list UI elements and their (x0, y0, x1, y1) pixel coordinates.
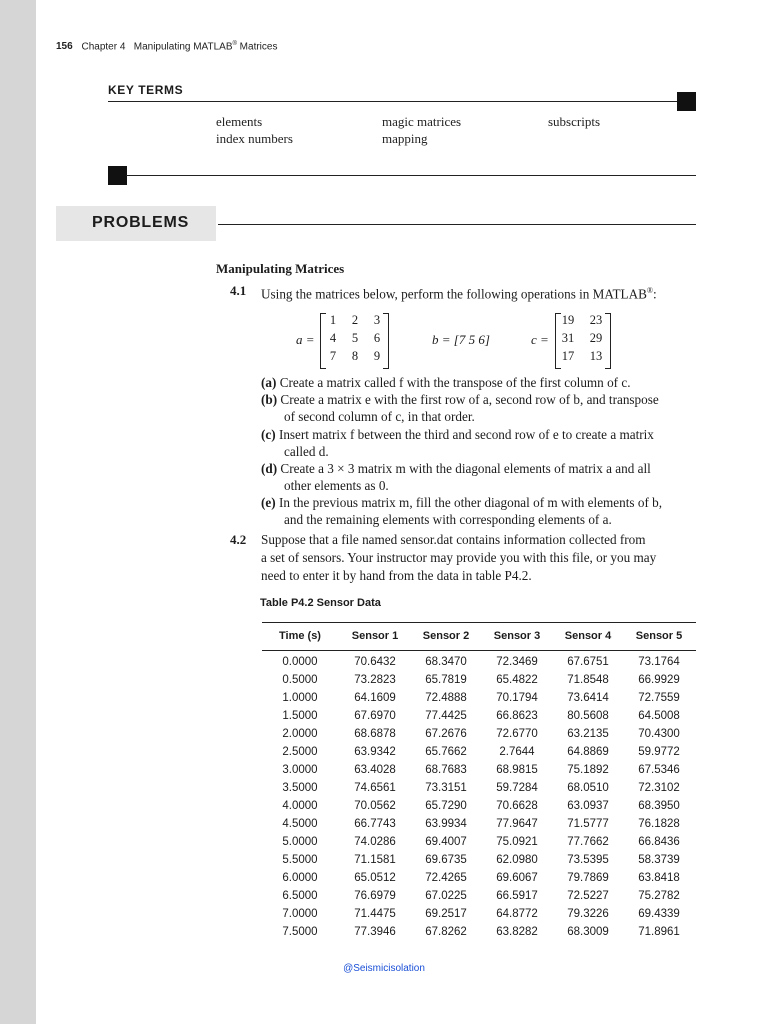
key-terms-column-1 (216, 113, 293, 147)
table-cell: 75.1892 (567, 764, 609, 776)
column-header: Sensor 2 (422, 630, 470, 642)
table-cell: 69.6735 (425, 854, 467, 866)
matrix-cell: 1 (329, 313, 337, 327)
table-cell: 63.9934 (425, 818, 467, 830)
table-cell: 58.3739 (638, 854, 680, 866)
table-cell: 5.5000 (282, 854, 318, 866)
table-cell: 71.5777 (567, 818, 609, 830)
subpart-e (261, 494, 662, 528)
table-cell: 72.4265 (425, 872, 467, 884)
key-terms-top-square (677, 92, 696, 111)
matrix-cell: 3 (373, 313, 381, 327)
problems-rule (218, 224, 696, 225)
table-cell: 75.0921 (496, 836, 538, 848)
table-cell: 63.4028 (354, 764, 396, 776)
table-cell: 68.3009 (567, 926, 609, 938)
section-title: Manipulating Matrices (216, 261, 345, 276)
registered-mark: ® (232, 41, 237, 47)
problem-number: 4.1 (230, 283, 247, 298)
table-cell: 65.0512 (354, 872, 396, 884)
table-cell: 2.5000 (282, 746, 318, 758)
table-cell: 74.6561 (354, 782, 396, 794)
table-cell: 70.4300 (638, 728, 680, 740)
matrix-cell: 17 (561, 349, 575, 363)
table-cell: 5.0000 (282, 836, 318, 848)
problem-4-2-line: need to enter it by hand from the data in table P4.2. (261, 568, 532, 583)
registered-mark: ® (646, 286, 653, 295)
table-cell: 68.7683 (425, 764, 467, 776)
table-cell: 69.4007 (425, 836, 467, 848)
matrix-cell: 29 (589, 331, 603, 345)
table-cell: 1.0000 (282, 692, 318, 704)
matrix-a-label (296, 331, 315, 349)
table-cell: 66.5917 (496, 890, 538, 902)
matrix-cell: 4 (329, 331, 337, 345)
problem-4-2-line: Suppose that a file named sensor.dat contains information collected from (261, 532, 646, 547)
subpart-tag: (b) (261, 392, 278, 407)
subpart-text-cont: other elements as 0. (284, 478, 389, 493)
matrix-cell: 13 (589, 349, 603, 363)
table-cell: 66.8436 (638, 836, 680, 848)
table-cell: 77.7662 (567, 836, 609, 848)
watermark: @Seismicisolation (343, 963, 425, 974)
subpart-tag: (e) (261, 495, 276, 510)
chapter-label: Chapter 4 (81, 41, 126, 53)
table-cell: 80.5608 (567, 710, 609, 722)
table-cell: 67.6970 (354, 710, 396, 722)
table-cell: 63.0937 (567, 800, 609, 812)
table-cell: 69.4339 (638, 908, 680, 920)
table-cell: 63.8418 (638, 872, 680, 884)
table-cell: 6.5000 (282, 890, 318, 902)
table-cell: 0.0000 (282, 656, 318, 668)
table-cell: 67.5346 (638, 764, 680, 776)
table-cell: 0.5000 (282, 674, 318, 686)
table-cell: 59.9772 (638, 746, 680, 758)
table-cell: 64.8772 (496, 908, 538, 920)
table-cell: 77.3946 (354, 926, 396, 938)
table-cell: 63.8282 (496, 926, 538, 938)
table-cell: 69.6067 (496, 872, 538, 884)
table-cell: 65.7290 (425, 800, 467, 812)
subpart-text: Create a matrix called f with the transpose of the first column of c. (279, 375, 631, 390)
table-cell: 70.1794 (496, 692, 538, 704)
table-cell: 73.6414 (567, 692, 609, 704)
table-cell: 68.6878 (354, 728, 396, 740)
table-cell: 72.7559 (638, 692, 680, 704)
key-terms-bottom-square (108, 166, 127, 185)
matrix-cell: 2 (351, 313, 359, 327)
matrix-label: b = [7 5 6] (432, 332, 490, 347)
table-cell: 64.5008 (638, 710, 680, 722)
matrix-cell: 5 (351, 331, 359, 345)
table-cell: 70.6628 (496, 800, 538, 812)
matrix-cell: 7 (329, 349, 337, 363)
matrix-cell: 6 (373, 331, 381, 345)
table-top-rule (262, 622, 696, 623)
key-terms-column-2 (382, 113, 461, 147)
subpart-b (261, 391, 659, 425)
table-cell: 74.0286 (354, 836, 396, 848)
table-cell: 71.8548 (567, 674, 609, 686)
table-cell: 67.0225 (425, 890, 467, 902)
table-cell: 63.9342 (354, 746, 396, 758)
table-cell: 68.0510 (567, 782, 609, 794)
table-cell: 3.5000 (282, 782, 318, 794)
table-cell: 69.2517 (425, 908, 467, 920)
problem-4-2-line: a set of sensors. Your instructor may provide you with this file, or you may (261, 550, 657, 565)
table-cell: 72.5227 (567, 890, 609, 902)
running-header (56, 41, 277, 52)
table-cell: 76.1828 (638, 818, 680, 830)
table-cell: 4.0000 (282, 800, 318, 812)
table-cell: 79.7869 (567, 872, 609, 884)
table-cell: 71.1581 (354, 854, 396, 866)
matrix-b (432, 331, 490, 349)
table-cell: 72.3469 (496, 656, 538, 668)
table-cell: 59.7284 (496, 782, 538, 794)
table-cell: 72.4888 (425, 692, 467, 704)
table-cell: 7.5000 (282, 926, 318, 938)
subpart-text-cont: and the remaining elements with corresponding elements of a. (284, 512, 612, 527)
subpart-tag: (d) (261, 461, 278, 476)
table-cell: 67.2676 (425, 728, 467, 740)
chapter-title-tail: Matrices (236, 41, 278, 53)
table-cell: 62.0980 (496, 854, 538, 866)
table-cell: 2.7644 (499, 746, 535, 758)
table-header-rule (262, 650, 696, 651)
key-term: elements (216, 114, 263, 129)
table-cell: 65.7662 (425, 746, 467, 758)
subpart-a (261, 374, 631, 391)
table-cell: 72.3102 (638, 782, 680, 794)
column-header: Time (s) (279, 630, 321, 642)
table-cell: 2.0000 (282, 728, 318, 740)
matrix-cell: 8 (351, 349, 359, 363)
table-cell: 75.2782 (638, 890, 680, 902)
problem-4-1-body: Using the matrices below, perform the following operations in MATLAB (261, 286, 647, 302)
problems-heading: PROBLEMS (92, 214, 190, 231)
key-terms-column-3 (548, 113, 600, 130)
matrix-cell: 19 (561, 313, 575, 327)
table-cell: 66.7743 (354, 818, 396, 830)
table-cell: 66.9929 (638, 674, 680, 686)
key-term: subscripts (548, 114, 600, 129)
key-terms-heading: KEY TERMS (108, 83, 184, 97)
table-cell: 68.3470 (425, 656, 467, 668)
table-cell: 73.2823 (354, 674, 396, 686)
table-cell: 65.4822 (496, 674, 538, 686)
table-cell: 1.5000 (282, 710, 318, 722)
key-term: index numbers (216, 131, 293, 146)
subpart-text: Insert matrix f between the third and second row of e to create a matrix (278, 427, 654, 442)
subpart-text-cont: called d. (284, 444, 329, 459)
table-caption: Table P4.2 Sensor Data (260, 597, 381, 609)
table-cell: 3.0000 (282, 764, 318, 776)
table-cell: 76.6979 (354, 890, 396, 902)
table-cell: 65.7819 (425, 674, 467, 686)
table-cell: 73.1764 (638, 656, 680, 668)
table-cell: 79.3226 (567, 908, 609, 920)
subpart-d (261, 460, 651, 494)
left-gutter (0, 0, 36, 1024)
table-cell: 64.8869 (567, 746, 609, 758)
table-cell: 71.8961 (638, 926, 680, 938)
table-cell: 66.8623 (496, 710, 538, 722)
table-cell: 6.0000 (282, 872, 318, 884)
subpart-text-cont: of second column of c, in that order. (284, 409, 475, 424)
table-cell: 72.6770 (496, 728, 538, 740)
subpart-tag: (a) (261, 375, 277, 390)
table-cell: 73.5395 (567, 854, 609, 866)
table-cell: 67.6751 (567, 656, 609, 668)
column-header: Sensor 1 (351, 630, 399, 642)
subpart-text: Create a matrix e with the first row of a, second row of b, and transpose (280, 392, 659, 407)
matrix-label: c = (531, 332, 549, 347)
table-cell: 4.5000 (282, 818, 318, 830)
problem-4-1-colon: : (652, 286, 657, 302)
subpart-tag: (c) (261, 427, 276, 442)
problem-number: 4.2 (230, 532, 247, 547)
key-terms-bottom-rule (126, 175, 696, 176)
problem-4-1-text (261, 282, 657, 303)
subpart-text: In the previous matrix m, fill the other diagonal of m with elements of b, (278, 495, 663, 510)
matrix-cell: 9 (373, 349, 381, 363)
column-header: Sensor 5 (635, 630, 683, 642)
table-cell: 70.6432 (354, 656, 396, 668)
table-cell: 63.2135 (567, 728, 609, 740)
table-cell: 68.9815 (496, 764, 538, 776)
key-term: magic matrices (382, 114, 462, 129)
column-header: Sensor 3 (493, 630, 541, 642)
column-header: Sensor 4 (564, 630, 612, 642)
table-cell: 77.4425 (425, 710, 467, 722)
matrix-c-label (531, 331, 549, 349)
table-cell: 7.0000 (282, 908, 318, 920)
table-cell: 77.9647 (496, 818, 538, 830)
subpart-text: Create a 3 × 3 matrix m with the diagonal elements of matrix a and all (280, 461, 651, 476)
table-cell: 71.4475 (354, 908, 396, 920)
table-cell: 70.0562 (354, 800, 396, 812)
table-cell: 67.8262 (425, 926, 467, 938)
table-cell: 64.1609 (354, 692, 396, 704)
subpart-c (261, 426, 654, 460)
table-cell: 68.3950 (638, 800, 680, 812)
problem-4-2-text (261, 531, 656, 585)
matrix-label: a = (296, 332, 315, 347)
matrix-cell: 31 (561, 331, 575, 345)
page-number: 156 (56, 41, 73, 53)
chapter-title: Manipulating MATLAB (133, 41, 233, 53)
key-term: mapping (382, 131, 428, 146)
key-terms-top-rule (108, 101, 684, 102)
matrix-cell: 23 (589, 313, 603, 327)
table-cell: 73.3151 (425, 782, 467, 794)
